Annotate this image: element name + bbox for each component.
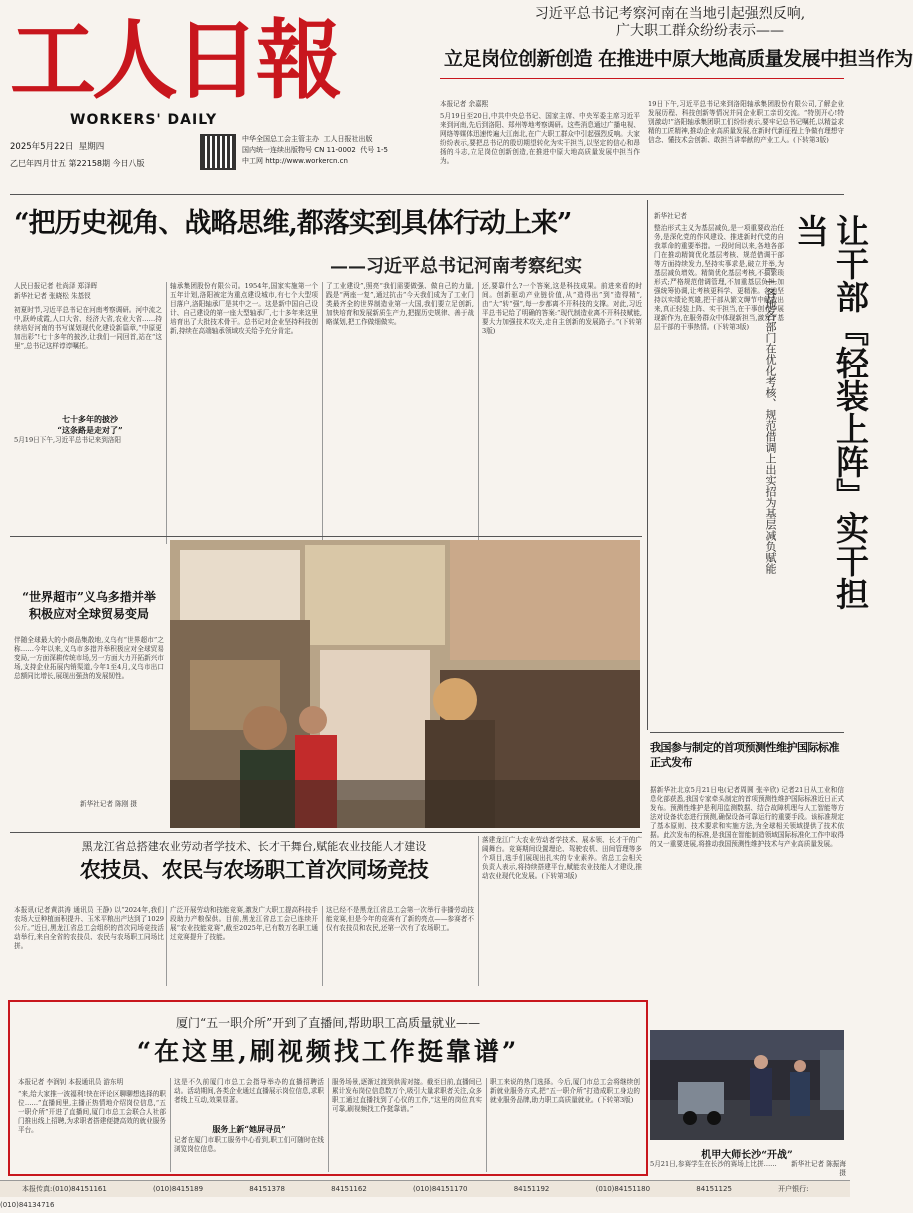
heilongjiang-rule-2 [322,906,323,986]
heilongjiang-headline[interactable]: 农技员、农民与农场职工首次同场竞技 [79,857,429,882]
lead-col3: 了工业建设”,照亮“我们需要做强、做自己的力量,践是“两座一复”,通过抗击“今天我们成为了工业门类最齐全的世界制造业第一大国,我们要立足创新,加快培育和发展新质生产力,把握历史规律、善于战略谋划,把工作做细做实。 [326,282,474,326]
top-story-col1: 5月19日至20日,中共中央总书记、国家主席、中央军委主席习近平来到河南,先后到洛阳、郑州等地考察调研。这些消息通过广播电视、网络等媒体迅速传遍大江南北,在广大职工群众中引起强烈反响。大家纷纷表示,要把总书记的殷切期望转化为实干担当,以坚定的信心和昂扬的斗志,立足岗位创新创造,在推进中原大地高质量发展中担当作为。 [440,112,640,165]
lunar-text: 乙巳年四月廿五 [10,159,66,168]
xiamen-continue: (下转第3版) [597,1096,634,1104]
xiamen-subsection: 服务上新“她屏寻员” [212,1124,286,1134]
lead-section-title: 七十多年的披沙 [62,414,118,424]
footer-item: 84151162 [331,1185,367,1193]
lead-col-rule-3 [478,282,479,544]
heilongjiang-col3: 这已经不是黑龙江省总工会第一次举行非播劳动技能竞赛,但是今年的竞赛有了新的亮点——参赛者不仅有农技员和农民,还第一次有了农场职工。 [326,906,474,932]
footer-item: 84151192 [513,1185,550,1193]
lead-col-rule-1 [166,282,167,544]
xiamen-rule-2 [328,1078,329,1172]
masthead-logo [10,8,338,116]
yiwu-byline: 新华社记者 陈刚 摄 [80,800,137,808]
top-story-kicker [500,6,840,40]
heilongjiang-col1: 本报讯(记者黄洪涛 通讯员 王静) 以“2024年,我们农场大豆种植面积提升、玉米平粮出产达到了1029公斤。”近日,黑龙江省总工会组织的首次同场竞技活动举行,来自全省的农技员、农民与农场职工同场比拼。 [14,906,164,950]
publisher-text: 工人日报社出版 [323,135,373,143]
lead-col1-b: 5月19日下午,习近平总书记来到洛阳 [14,436,121,444]
robot-caption: 5月21日,参赛学生在长沙的赛场上比拼…… [650,1160,777,1168]
right-col-subhead: ——各地各部门在优化考核、规范借调上出实招为基层减负赋能 [764,262,777,574]
xiamen-col2: 这是不久前厦门市总工会指导举办的直播招聘活动。活动期间,各类企业通过直播展示岗位信息,求职者线上互动,效果显著。 [174,1078,324,1104]
issue-line [10,158,205,169]
svg-text:工人日報: 工人日報 [10,10,338,111]
lead-col4: 还,要靠什么?一个答案,这是科技成果。前进来看的时间。创新驱动产业链价值,从“造得出”到“造得精”,由“大”转“强”,每一步都离不开科技的支撑。对此,习近平总书记给了明确的答案:“现代制造业离不开科技赋能,要大力加强技术攻关,走自主创新的发展路子。”(下转第3版) [482,282,642,335]
standard-headline[interactable]: 我国参与制定的首项预测性维护国际标准正式发布 [650,741,839,769]
standard-text: 据新华社北京5月21日电(记者周圆 张辛欣) 记者21日从工业和信息化部获悉,我国专家牵头制定的首项预测性维护国际标准近日正式发布。预测性维护是利用监测数据、结合故障机理与人工智能等方法对设备状态进行预测,确保设备可靠运行的重要手段。该标准规定了基本原则、技术要求和实施方法,为全球相关领域提供了技术依据。此次发布的标准,是我国在智能制造领域国际标准化工作中取得的又一重要进展,将推动我国预测性维护技术与产业高质量发展。 [650,786,844,848]
lead-byline-1: 人民日报记者 杜尚泽 郑泽晖 [14,282,98,290]
xiamen-col2-b: 记者在厦门市职工服务中心看到,职工们可随时在线浏览岗位信息。 [174,1136,324,1153]
footer-item: 开户银行:(010)84134716 [0,1185,809,1209]
lead-col2: 轴承集团股份有限公司。1954年,国家实施第一个五年计划,洛阳被定为重点建设城市,有七个大型项目落户,洛阳轴承厂是其中之一。这是新中国自己设计、自己建设的第一座大型轴承厂,七十多年来这里培育出了大批技术骨干。总书记对企业坚持科技创新,持续在高端轴承领域攻关给予充分肯定。 [170,282,318,335]
masthead-logo-icon [10,8,338,116]
photo-top-rule [10,536,642,537]
heilongjiang-rule-1 [166,906,167,986]
yiwu-photo-scene-icon [170,540,640,828]
sponsor-text: 中华全国总工会主管主办 [242,135,319,143]
footer-item: 84151378 [249,1185,285,1193]
right-col-divider [647,200,648,730]
footer-item: (010)8415189 [153,1185,204,1193]
pages-text: 今日八版 [112,159,145,168]
heilongjiang-top-rule [10,832,642,833]
heilongjiang-continue: (下转第3版) [541,872,578,880]
right-col-text: 整治形式主义为基层减负,是一项重要政治任务,是深化党的作风建设、推进新时代党的自我革命的重要举措。一段时间以来,各地各部门在推动精简优化基层考核、规范借调干部等方面持续发力,坚持实事求是,破立并举,为基层减负增效。精简优化基层考核,不搞繁琐形式;严格规范借调管理,不加重基层负担;加强统筹协调,让考核更科学、更精准。各地坚持以实绩论英雄,把干部从繁文缛节中解放出来,真正轻装上阵、实干担当,在干事创业中展现新作为,在服务群众中体现新担当,激发了基层干部的干事热情。(下转第3版) [654,224,784,331]
top-kicker-line1: 习近平总书记考察河南在当地引起强烈反响, [534,6,806,22]
heilongjiang-col2: 广泛开展劳动和技能竞赛,激发广大职工提高科技手段助力产粮保供。目前,黑龙江省总工会已连续开展“农业技能竞赛”,截至2025年,已有数万名职工通过竞赛提升了技能。 [170,906,318,941]
top-story-col2: 19日下午,习近平总书记来到洛阳轴承集团股份有限公司,了解企业发展历程、科技创新等情况并同企业职工亲切交流。“特别开心!特别激动!”洛阳轴承集团职工们纷纷表示,要牢记总书记嘱托,以精益求精的工匠精神,推动企业高质量发展,在新时代新征程上争做有理想守信念、懂技术会创新、敢担当讲奉献的产业工人。(下转第3版) [648,100,844,144]
xiamen-kicker: 厦门“五一职介所”开到了直播间,帮助职工高质量就业—— [175,1016,481,1030]
standard-top-rule [650,732,844,733]
heilongjiang-col4: 落建龙江广大农业劳动者学技术、展本领、长才干的广阔舞台。竞赛期间设置理论、驾驶农机、田间管理等多个项目,选手们展现出扎实的专业素养。省总工会相关负责人表示,将持续搭建平台,赋能农业技能人才建设,推动农业现代化发展。(下转第3版) [482,836,642,880]
yiwu-title-1[interactable]: “世界超市”义乌多措并举 [22,590,156,604]
xiamen-rule-1 [170,1078,171,1172]
yiwu-title-2[interactable]: 积极应对全球贸易变局 [28,607,149,621]
right-col-continue: (下转第3版) [713,323,750,331]
top-story-divider [440,78,844,79]
lead-continue: (下转第3版) [482,318,642,335]
robot-caption-title: 机甲大师长沙“开战” [701,1150,793,1161]
lead-section-sub: “这条路是走对了” [57,425,123,435]
top-story-continue: (下转第3版) [793,136,829,144]
date-text: 2025年5月22日 [10,142,74,152]
issue-date [10,140,200,152]
xiamen-byline: 本报记者 李润钊 本报通讯员 游东明 [18,1078,124,1086]
footer-item: (010)84151180 [595,1185,651,1193]
footer-bar [0,1180,850,1209]
publication-info [242,134,442,167]
weekday-text: 星期四 [78,142,105,152]
robot-byline: 新华社记者 陈振海 摄 [791,1160,846,1177]
yiwu-caption-lead: 伴随全球最大的小商品集散地,义乌有“世界超市”之称…… [14,636,164,653]
xiamen-col4: 职工来说的热门选择。今后,厦门市总工会将继续创新就业服务方式,把“五一职介所”打造成职工身边的就业服务品牌,助力职工高质量就业。(下转第3版) [490,1078,640,1104]
heilongjiang-rule-3 [478,836,479,986]
xiamen-headline[interactable]: “在这里,刷视频找工作挺靠谱” [136,1037,520,1066]
right-col-label: 新华社记者 [654,212,687,220]
xiamen-col1: “来,给大家推一波福利!快在评论区聊聊想选择的职位……”直播间里,主播正热情地介绍岗位信息,“五一职介所”开进了直播间,厦门市总工会联合人社部门推出线上招聘,为求职者搭建便捷高效的就业服务平台。 [18,1090,166,1134]
post-code: 代号 1-5 [360,146,388,154]
yiwu-caption: 伴随全球最大的小商品集散地,义乌有“世界超市”之称……今年以来,义乌市多措并举积极应对全球贸易变局,一方面深耕传统市场,另一方面大力开拓新兴市场,支持企业拓展内销渠道,今年1至4月,义乌市出口总额同比增长,展现出强劲的发展韧性。 [14,636,164,680]
lead-col-rule-2 [322,282,323,544]
heilongjiang-kicker: 黑龙江省总搭建农业劳动者学技术、长才干舞台,赋能农业技能人才建设 [81,840,427,853]
yiwu-market-photo[interactable] [170,540,640,828]
website-link[interactable]: 中工网 http://www.workercn.cn [242,157,348,165]
lead-col1: 初夏时节,习近平总书记在河南考察调研。河中流之中,跃岭成霞,人口大省、经济大省,农业大省……持续培好河南的书写谋划现代化建设新篇章,“中原更加出彩”!七十多年的披沙,让我们一同回首,站在“这里”,总书记这样谆谆嘱托。 [14,306,162,350]
top-story-bottom-rule [10,194,844,195]
xiamen-col3: 服务场景,逐渐过渡到供需对接。截至目前,直播间已累计发布岗位信息数万个,吸引大量求职者关注,众多职工通过直播找到了心仪的工作,“这里的岗位真实可靠,刷视频找工作挺靠谱。” [332,1078,482,1113]
heilongjiang-byline: 本报讯(记者黄洪涛 通讯员 王静) [14,906,113,914]
qr-code-icon[interactable] [200,134,236,170]
xiamen-rule-3 [486,1078,487,1172]
top-story-headline[interactable]: 立足岗位创新创造 在推进中原大地高质量发展中担当作为 [444,48,913,70]
top-story-byline: 本报记者 余嘉熙 [440,100,489,108]
masthead-english: WORKERS' DAILY [70,112,218,128]
lead-byline-2: 新华社记者 张晓松 朱基钗 [14,292,91,300]
footer-item: 本报传真:(010)84151161 [22,1185,107,1193]
footer-item: (010)84151170 [413,1185,468,1193]
robot-contest-photo[interactable] [650,1030,844,1140]
robot-photo-scene-icon [650,1030,844,1140]
lead-headline[interactable]: “把历史视角、战略思维,都落实到具体行动上来” [14,208,572,239]
right-col-headline[interactable]: 让干部『轻装上阵』实干担当 [791,214,870,610]
top-kicker-line2: 广大职工群众纷纷表示—— [616,23,784,39]
footer-item: 84151125 [696,1185,732,1193]
cn-code: 国内统一连续出版物号 CN 11-0002 [242,146,356,154]
lead-subhead: ——习近平总书记河南考察纪实 [330,256,582,277]
standard-byline: 据新华社北京5月21日电(记者周圆 张辛欣) [650,786,780,794]
issue-number: 第22158期 [68,159,110,168]
